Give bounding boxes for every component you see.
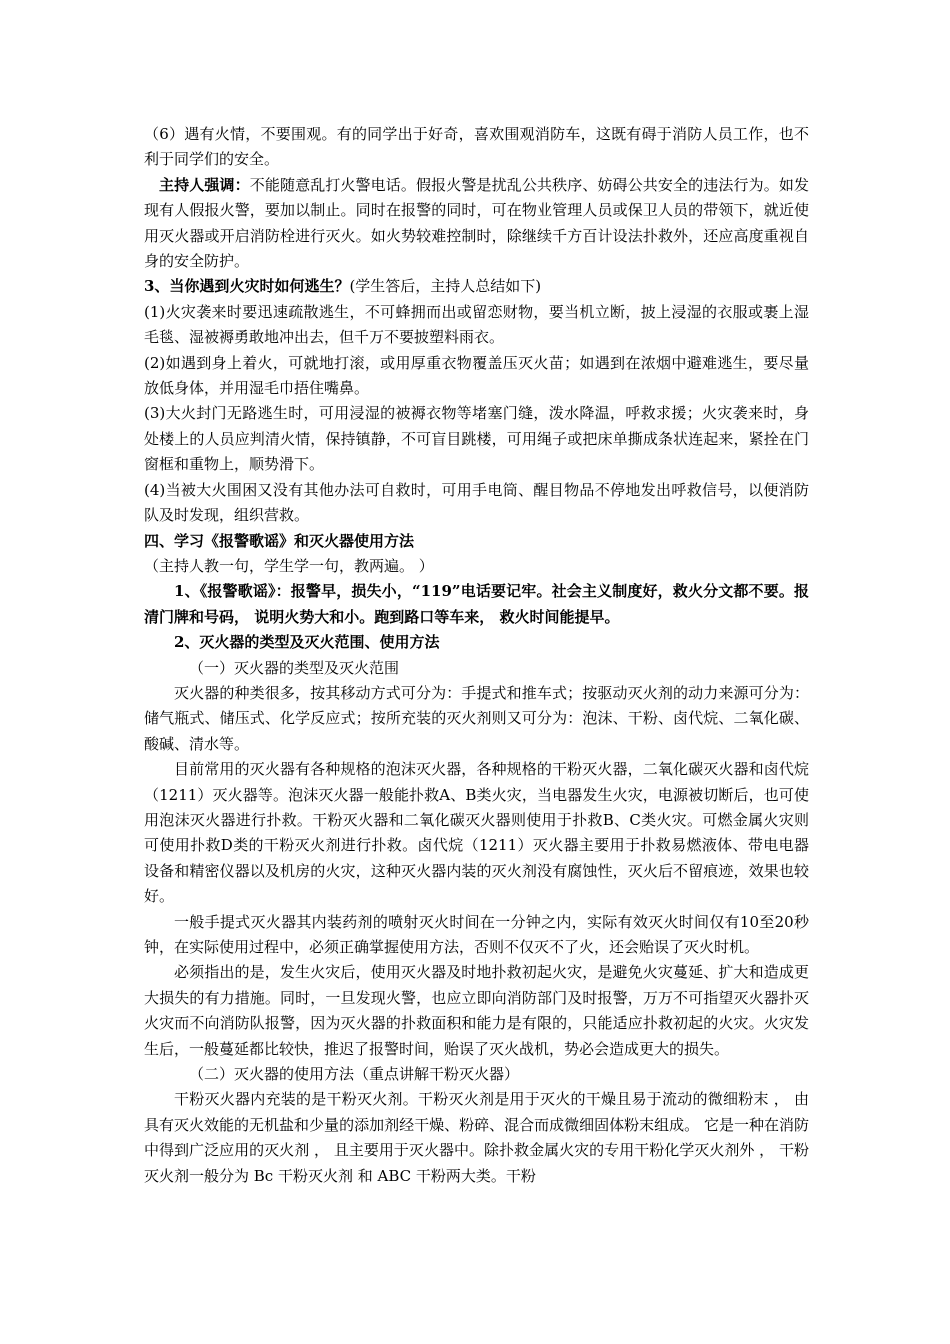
types-paragraph-4: 必须指出的是，发生火灾后，使用灭火器及时地扑救初起火灾，是避免火灾蔓延、扩大和造成更大损失的有力措施。同时，一旦发现火警，也应立即向消防部门及时报警，万万不可指望灭火器扑灭火灾而不向消防队报警，因为灭火器的扑救面积和能力是有限的，只能适应扑救初起的火灾。火灾发生后，一般蔓延都比较快，推迟了报警时间，贻误了灭火战机，势必会造成更大的损失。 [144,963,809,1058]
types-paragraph-2: 目前常用的灭火器有各种规格的泡沫灭火器，各种规格的干粉灭火器，二氧化碳灭火器和卤代烷（1211）灭火器等。泡沫灭火器一般能扑救A、B类火灾，当电器发生火灾，电源被切断后，也可使用泡沫灭火器进行扑救。干粉灭火器和二氧化碳灭火器则使用于扑救B、C类火灾。可燃金属火灾则可使用扑救D类的干粉灭火剂进行扑救。卤代烷（1211）灭火器主要用于扑救易燃液体、带电电器设备和精密仪器以及机房的火灾，这种灭火器内装的灭火剂没有腐蚀性，灭火后不留痕迹，效果也较好。 [144,760,809,906]
section-3-note: (学生答后，主持人总结如下) [349,277,542,296]
subheading-types: （一）灭火器的类型及灭火范围 [189,658,400,677]
section-3-heading [144,274,809,299]
escape-item-1: (1)火灾袭来时要迅速疏散逃生，不可蜂拥而出或留恋财物，要当机立断，披上浸湿的衣服或裹上湿毛毯、湿被褥勇敢地冲出去，但千万不要披塑料雨衣。 [144,302,809,347]
host-emphasis-text: 不能随意乱打火警电话。假报火警是扰乱公共秩序、妨碍公共安全的违法行为。如发现有人假报火警，要加以制止。同时在报警的同时，可在物业管理人员或保卫人员的带领下，就近使用灭火器或开启消防栓进行灭火。如火势较难控制时，除继续千方百计设法扑救外，还应高度重视自身的安全防护。 [144,175,809,271]
alarm-song: 1、《报警歌谣》：报警早，损失小，“119”电话要记牢。社会主义制度好，救火分文都不要。报清门牌和号码， 说明火势大和小。跑到路口等车来， 救火时间能提早。 [144,582,809,626]
paragraph-item-6: （6）遇有火情，不要围观。有的同学出于好奇，喜欢围观消防车，这既有碍于消防人员工作，也不利于同学们的安全。 [144,125,809,169]
host-emphasis-paragraph [144,173,809,275]
extinguisher-heading: 2、灭火器的类型及灭火范围、使用方法 [174,633,440,652]
section-3-title: 3、当你遇到火灾时如何逃生？ [144,277,350,296]
host-emphasis-label: 主持人强调： [159,175,250,194]
escape-item-3: (3)大火封门无路逃生时，可用浸湿的被褥衣物等堵塞门缝，泼水降温，呼救求援；火灾袭来时，身处楼上的人员应判清火情，保持镇静，不可盲目跳楼，可用绳子或把床单撕成条状连起来，紧拴在门窗框和重物上，顺势滑下。 [144,404,809,474]
escape-item-2: (2)如遇到身上着火，可就地打滚，或用厚重衣物覆盖压灭火苗；如遇到在浓烟中避难逃生，要尽量放低身体，并用湿毛巾捂住嘴鼻。 [144,353,809,398]
escape-item-4: (4)当被大火围困又没有其他办法可自救时，可用手电筒、醒目物品不停地发出呼救信号，以便消防队及时发现，组织营救。 [144,480,809,525]
usage-paragraph-1: 干粉灭火器内充装的是干粉灭火剂。干粉灭火剂是用于灭火的干燥且易于流动的微细粉末 ， 由具有灭火效能的无机盐和少量的添加剂经干燥、粉碎、混合而成微细固体粉末组成。 它是一种在消防中得到广泛应用的灭火剂 ， 且主要用于灭火器中。除扑救金属火灾的专用干粉化学灭火剂外 ， 干粉灭火剂一般分为 Bc 干粉灭火剂 和 ABC 干粉两大类。干粉 [144,1090,809,1185]
types-paragraph-1: 灭火器的种类很多，按其移动方式可分为：手提式和推车式；按驱动灭火剂的动力来源可分为：储气瓶式、储压式、化学反应式；按所充装的灭火剂则又可分为：泡沫、干粉、卤代烷、二氧化碳、酸碱、清水等。 [144,683,809,753]
document-page [144,122,809,1189]
types-paragraph-3: 一般手提式灭火器其内装药剂的喷射灭火时间在一分钟之内，实际有效灭火时间仅有10至20秒钟，在实际使用过程中，必须正确掌握使用方法，否则不仅灭不了火，还会贻误了灭火时机。 [144,912,809,956]
section-4-heading: 四、学习《报警歌谣》和灭火器使用方法 [144,531,415,550]
section-4-note: （主持人教一句，学生学一句，教两遍。 ） [144,556,434,575]
subheading-usage: （二）灭火器的使用方法（重点讲解干粉灭火器） [189,1065,520,1084]
